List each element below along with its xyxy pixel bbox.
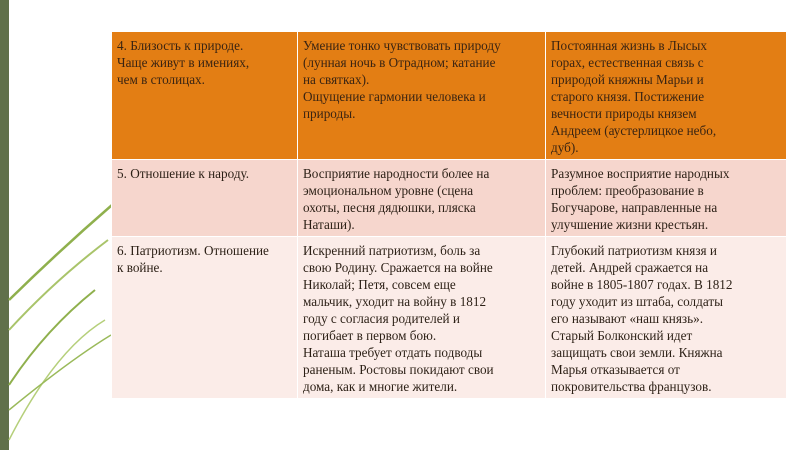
table-row — [112, 160, 787, 237]
table-cell: Умение тонко чувствовать природу (лунная ночь в Отрадном; катание на святках). Ощущение гармонии человека и природы. — [298, 32, 546, 160]
table-cell: Глубокий патриотизм князя и детей. Андрей сражается на войне в 1805-1807 годах. В 1812 году уходит из штаба, солдаты его называют «наш князь». Старый Болконский идет защищать свои земли. Княжна Марья отказывается от покровительства французов. — [546, 237, 787, 399]
table-cell: Постоянная жизнь в Лысых горах, естественная связь с природой княжны Марьи и старого князя. Постижение вечности природы князем Андреем (аустерлицкое небо, дуб). — [546, 32, 787, 160]
table-cell: Разумное восприятие народных проблем: преобразование в Богучарове, направленные на улучшение жизни крестьян. — [546, 160, 787, 237]
table-row — [112, 237, 787, 399]
comparison-table — [111, 31, 787, 399]
table-row — [112, 32, 787, 160]
table-cell: 4. Близость к природе. Чаще живут в имениях, чем в столицах. — [112, 32, 298, 160]
table-cell: Восприятие народности более на эмоциональном уровне (сцена охоты, песня дядюшки, пляска Наташи). — [298, 160, 546, 237]
table-cell: Искренний патриотизм, боль за свою Родину. Сражается на войне Николай; Петя, совсем еще мальчик, уходит на войну в 1812 году с согласия родителей и погибает в первом бою. Наташа требует отдать подводы раненым. Ростовы покидают свои дома, как и многие жители. — [298, 237, 546, 399]
table-cell: 6. Патриотизм. Отношение к войне. — [112, 237, 298, 399]
decorative-lines — [0, 0, 120, 450]
table-cell: 5. Отношение к народу. — [112, 160, 298, 237]
